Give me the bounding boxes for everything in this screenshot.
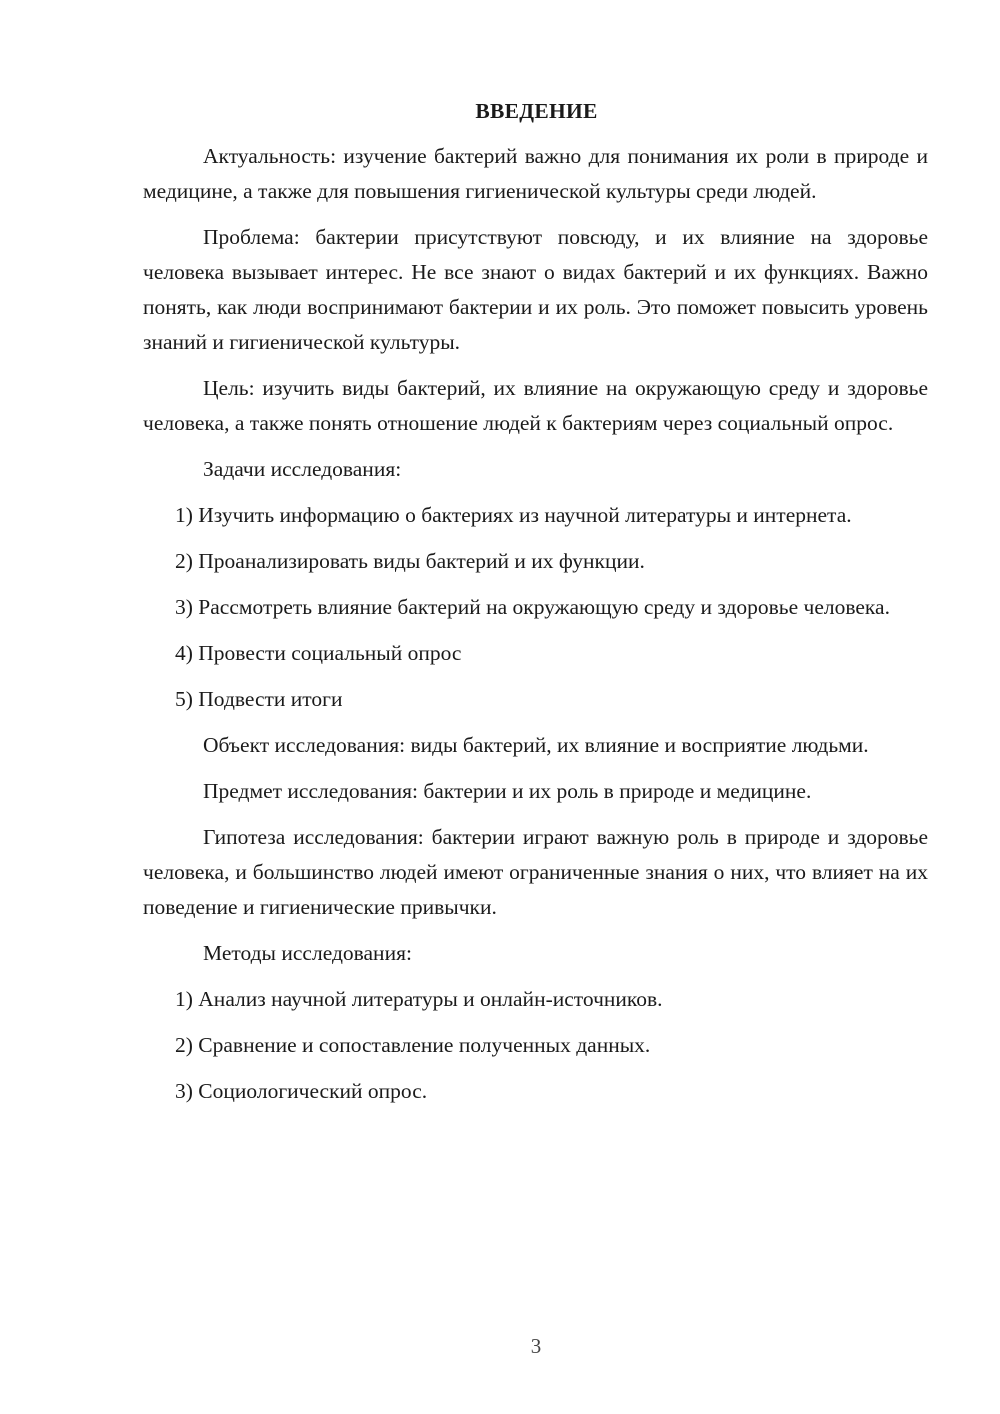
hypothesis-paragraph: Гипотеза исследования: бактерии играют важную роль в природе и здоровье человека, и большинство людей имеют ограниченные знания о них, что влияет на их поведение и гигиенические привычки. [143,825,928,919]
task-item: 1) Изучить информацию о бактериях из научной литературы и интернета. [175,503,852,527]
relevance-paragraph: Актуальность: изучение бактерий важно для понимания их роли в природе и медицине, а также для повышения гигиенической культуры среди людей. [143,144,928,203]
goal-paragraph: Цель: изучить виды бактерий, их влияние на окружающую среду и здоровье человека, а также понять отношение людей к бактериям через социальный опрос. [143,376,928,435]
task-item: 2) Проанализировать виды бактерий и их функции. [175,549,645,573]
method-item: 1) Анализ научной литературы и онлайн-источников. [175,987,663,1011]
page-title: ВВЕДЕНИЕ [475,99,598,123]
task-item: 4) Провести социальный опрос [175,641,462,665]
methods-heading: Методы исследования: [203,941,412,965]
task-item: 5) Подвести итоги [175,687,343,711]
problem-paragraph: Проблема: бактерии присутствуют повсюду, и их влияние на здоровье человека вызывает интерес. Не все знают о видах бактерий и их функциях. Важно понять, как люди воспринимают бактерии и их роль. Это поможет повысить уровень знаний и гигиенической культуры. [143,225,928,354]
task-item: 3) Рассмотреть влияние бактерий на окружающую среду и здоровье человека. [175,595,890,619]
object-paragraph: Объект исследования: виды бактерий, их влияние и восприятие людьми. [203,733,869,757]
method-item: 3) Социологический опрос. [175,1079,428,1103]
page-number: 3 [530,1334,542,1358]
method-item: 2) Сравнение и сопоставление полученных данных. [175,1033,651,1057]
tasks-heading: Задачи исследования: [203,457,402,481]
subject-paragraph: Предмет исследования: бактерии и их роль в природе и медицине. [203,779,812,803]
page-content [143,94,928,1120]
